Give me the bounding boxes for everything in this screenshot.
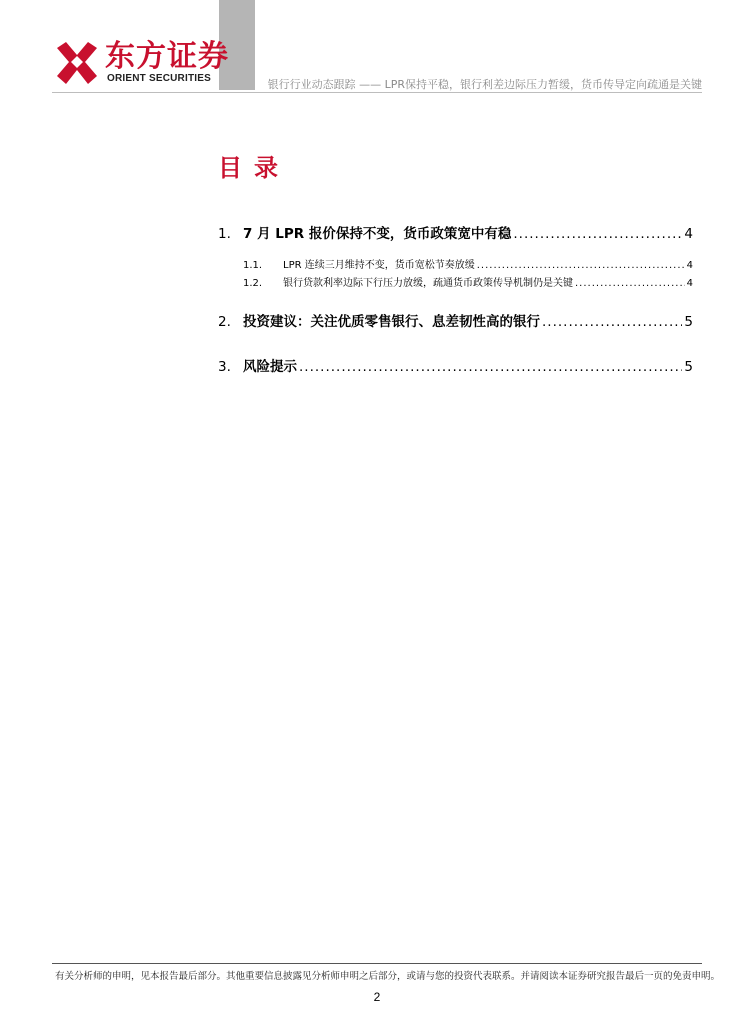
- toc-entry-1-2[interactable]: [243, 274, 693, 289]
- toc-entry-2[interactable]: [218, 310, 693, 330]
- toc-entry-page: 5: [684, 359, 693, 375]
- logo-english-name: ORIENT SECURITIES: [107, 73, 211, 84]
- toc-entry-title: 风险提示: [243, 359, 297, 375]
- toc-entry-number: 1.1.: [243, 260, 263, 271]
- toc-entry-title: 7 月 LPR 报价保持不变，货币政策宽中有稳: [243, 226, 512, 242]
- toc-entry-1[interactable]: [218, 222, 693, 242]
- toc-entry-page: 4: [684, 226, 693, 242]
- toc-entry-title: 投资建议：关注优质零售银行、息差韧性高的银行: [243, 314, 540, 330]
- toc-entry-number: 1.2.: [243, 278, 263, 289]
- header-divider: [52, 92, 702, 93]
- toc-leader-dots: [513, 226, 682, 242]
- toc-leader-dots: [542, 314, 682, 330]
- toc-entry-number: 2.: [218, 314, 231, 330]
- toc-entry-page: 4: [686, 278, 693, 289]
- toc-heading: 目录: [218, 154, 290, 182]
- toc-leader-dots: [575, 278, 685, 289]
- toc-entry-number: 3.: [218, 359, 231, 375]
- toc-entry-3[interactable]: [218, 355, 693, 375]
- toc-entry-title: LPR 连续三月维持不变，货币宽松节奏放缓: [283, 260, 475, 271]
- footer-divider: [52, 963, 702, 964]
- orient-logo-icon: [55, 40, 101, 86]
- toc-leader-dots: [299, 359, 682, 375]
- toc-entry-page: 4: [686, 260, 693, 271]
- footer-disclaimer: 有关分析师的申明，见本报告最后部分。其他重要信息披露见分析师申明之后部分，或请与您的投资代表联系。并请阅读本证券研究报告最后一页的免责申明。: [55, 971, 721, 982]
- page-number: 2: [373, 990, 381, 1004]
- report-running-title: 银行行业动态跟踪 —— LPR保持平稳，银行利差边际压力暂缓，货币传导定向疏通是关键: [267, 78, 702, 91]
- toc-entry-title: 银行贷款利率边际下行压力放缓，疏通货币政策传导机制仍是关键: [283, 278, 573, 289]
- toc-entry-1-1[interactable]: [243, 256, 693, 271]
- toc-entry-page: 5: [684, 314, 693, 330]
- company-logo: [55, 39, 229, 90]
- toc-entry-number: 1.: [218, 226, 231, 242]
- toc-leader-dots: [477, 260, 685, 271]
- logo-chinese-name: 东方证券: [105, 39, 229, 74]
